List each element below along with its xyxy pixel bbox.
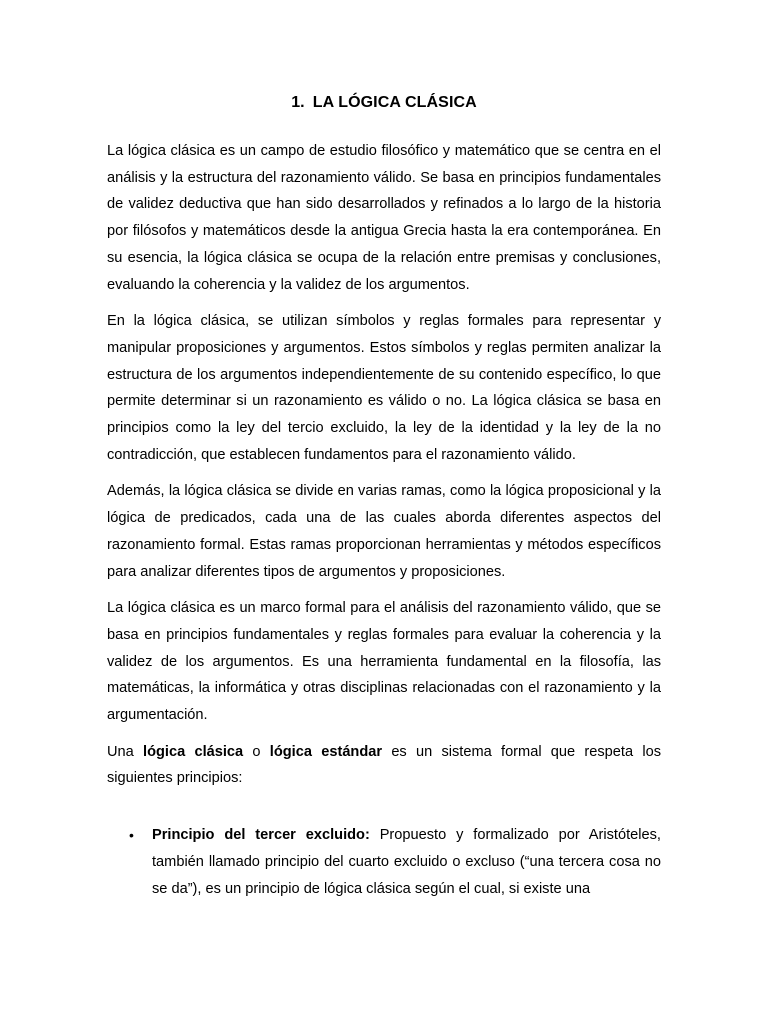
paragraph-5 bbox=[107, 739, 661, 792]
paragraph-3: Además, la lógica clásica se divide en varias ramas, como la lógica proposicional y la lógica de predicados, cada una de las cuales aborda diferentes aspectos del razonamiento formal. Estas ramas proporcionan herramientas y métodos específicos para analizar diferentes tipos de argumentos y proposiciones. bbox=[107, 483, 661, 580]
p5-text-3: es un sistema formal que respeta los siguientes principios: bbox=[107, 743, 662, 787]
list-item bbox=[107, 822, 661, 903]
section-title bbox=[107, 92, 661, 114]
list-item-bold: Principio del tercer excluido: bbox=[152, 827, 370, 844]
p5-bold-1: lógica clásica bbox=[143, 743, 244, 760]
section-number: 1. bbox=[291, 94, 305, 111]
p5-bold-2: lógica estándar bbox=[269, 743, 383, 760]
p5-text-2: o bbox=[243, 743, 270, 760]
paragraph-4: La lógica clásica es un marco formal para el análisis del razonamiento válido, que se basa en principios fundamentales y reglas formales para evaluar la coherencia y la validez de los argumentos. Es una herramienta fundamental en la filosofía, las matemáticas, la informática y otras disciplinas relacionadas con el razonamiento y la argumentación. bbox=[107, 600, 661, 724]
bullet-icon: • bbox=[129, 827, 134, 844]
p5-text-1: Una bbox=[107, 743, 144, 760]
paragraph-1: La lógica clásica es un campo de estudio filosófico y matemático que se centra en el análisis y la estructura del razonamiento válido. Se basa en principios fundamentales de validez deductiva que han sido desarrollados y refinados a lo largo de la historia por filósofos y matemáticos desde la antigua Grecia hasta la era contemporánea. En su esencia, la lógica clásica se ocupa de la relación entre premisas y conclusiones, evaluando la coherencia y la validez de los argumentos. bbox=[107, 143, 661, 293]
document-page bbox=[107, 0, 661, 903]
section-title-text: LA LÓGICA CLÁSICA bbox=[312, 94, 477, 111]
principles-list bbox=[107, 822, 661, 903]
list-item-text: Propuesto y formalizado por Aristóteles, también llamado principio del cuarto excluido o excluso (“una tercera cosa no se da”), es un principio de lógica clásica según el cual, si existe una bbox=[152, 827, 661, 898]
paragraph-2: En la lógica clásica, se utilizan símbolos y reglas formales para representar y manipular proposiciones y argumentos. Estos símbolos y reglas permiten analizar la estructura de los argumentos independientemente de su contenido específico, lo que permite determinar si un razonamiento es válido o no. La lógica clásica se basa en principios como la ley del tercio excluido, la ley de la identidad y la ley de la no contradicción, que establecen fundamentos para el razonamiento válido. bbox=[107, 313, 661, 463]
